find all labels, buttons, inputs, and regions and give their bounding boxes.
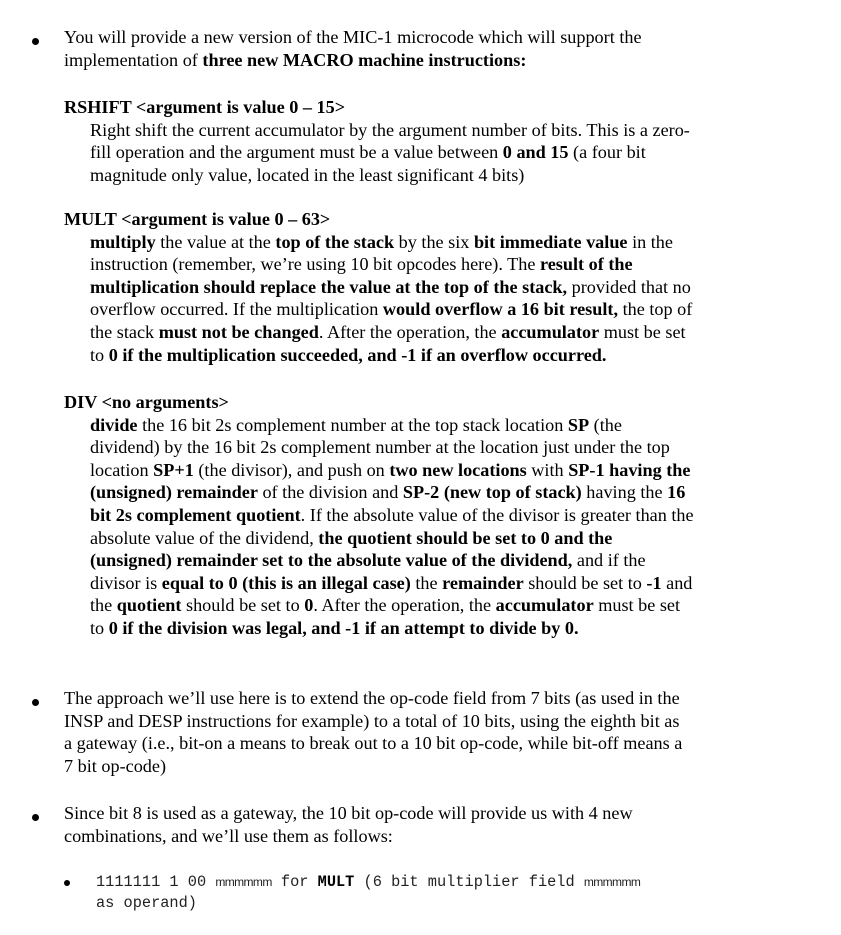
div-line: dividend) by the 16 bit 2s complement number at the location just under the top: [90, 437, 670, 458]
code-line-2: as operand): [96, 894, 197, 912]
div-line: divisor is equal to 0 (this is an illegal case) the remainder should be set to -1 and: [90, 572, 693, 593]
code-example: [96, 872, 640, 914]
div-line: absolute value of the dividend, the quotient should be set to 0 and the: [90, 527, 613, 548]
sub-bullet: [64, 880, 70, 886]
div-line: (unsigned) remainder of the division and SP-2 (new top of stack) having the 16: [90, 482, 686, 503]
bullet-2: [32, 699, 39, 706]
rshift-line: Right shift the current accumulator by the argument number of bits. This is a zero-: [90, 119, 690, 140]
mult-section: [64, 208, 692, 366]
div-line: (unsigned) remainder set to the absolute value of the dividend, and if the: [90, 550, 646, 571]
approach-line: 7 bit op-code): [64, 755, 167, 776]
mult-line: overflow occurred. If the multiplication would overflow a 16 bit result, the top of: [90, 299, 693, 320]
div-line: to 0 if the division was legal, and -1 if an attempt to divide by 0.: [90, 617, 579, 638]
rshift-section: [64, 96, 690, 186]
div-line: bit 2s complement quotient. If the absolute value of the divisor is greater than the: [90, 504, 694, 525]
since-line: combinations, and we’ll use them as follows:: [64, 825, 393, 846]
bullet-1: [32, 38, 39, 45]
approach-line: INSP and DESP instructions for example) to a total of 10 bits, using the eighth bit as: [64, 710, 680, 731]
code-line-1: 1111111 1 00 mmmmmm for MULT (6 bit multiplier field mmmmmm: [96, 873, 641, 891]
div-line: location SP+1 (the divisor), and push on two new locations with SP-1 having the: [90, 459, 691, 480]
div-section: [64, 391, 694, 640]
mult-line: multiplication should replace the value at the top of the stack, provided that no: [90, 276, 691, 297]
approach-line: The approach we’ll use here is to extend the op-code field from 7 bits (as used in the: [64, 688, 680, 708]
rshift-header: RSHIFT <argument is value 0 – 15>: [64, 97, 346, 117]
div-line: the quotient should be set to 0. After the operation, the accumulator must be set: [90, 595, 681, 616]
intro-line-1: You will provide a new version of the MIC-1 microcode which will support the: [64, 27, 642, 47]
since-paragraph: [64, 802, 633, 847]
bullet-3: [32, 814, 39, 821]
approach-line: a gateway (i.e., bit-on a means to break out to a 10 bit op-code, while bit-off means a: [64, 733, 683, 754]
mult-line: to 0 if the multiplication succeeded, and -1 if an overflow occurred.: [90, 344, 607, 365]
div-header: DIV <no arguments>: [64, 392, 229, 412]
mult-line: the stack must not be changed. After the operation, the accumulator must be set: [90, 321, 686, 342]
intro-line-2: implementation of three new MACRO machine instructions:: [64, 49, 527, 70]
approach-paragraph: [64, 687, 682, 777]
since-line: Since bit 8 is used as a gateway, the 10 bit op-code will provide us with 4 new: [64, 803, 633, 823]
rshift-line: fill operation and the argument must be a value between 0 and 15 (a four bit: [90, 142, 646, 163]
mult-header: MULT <argument is value 0 – 63>: [64, 209, 331, 229]
intro-paragraph: [64, 26, 642, 71]
mult-line: instruction (remember, we’re using 10 bit opcodes here). The result of the: [90, 254, 633, 275]
mult-line: multiply the value at the top of the stack by the six bit immediate value in the: [90, 231, 673, 252]
div-line: divide the 16 bit 2s complement number at the top stack location SP (the: [90, 414, 622, 435]
rshift-line: magnitude only value, located in the least significant 4 bits): [90, 164, 525, 185]
